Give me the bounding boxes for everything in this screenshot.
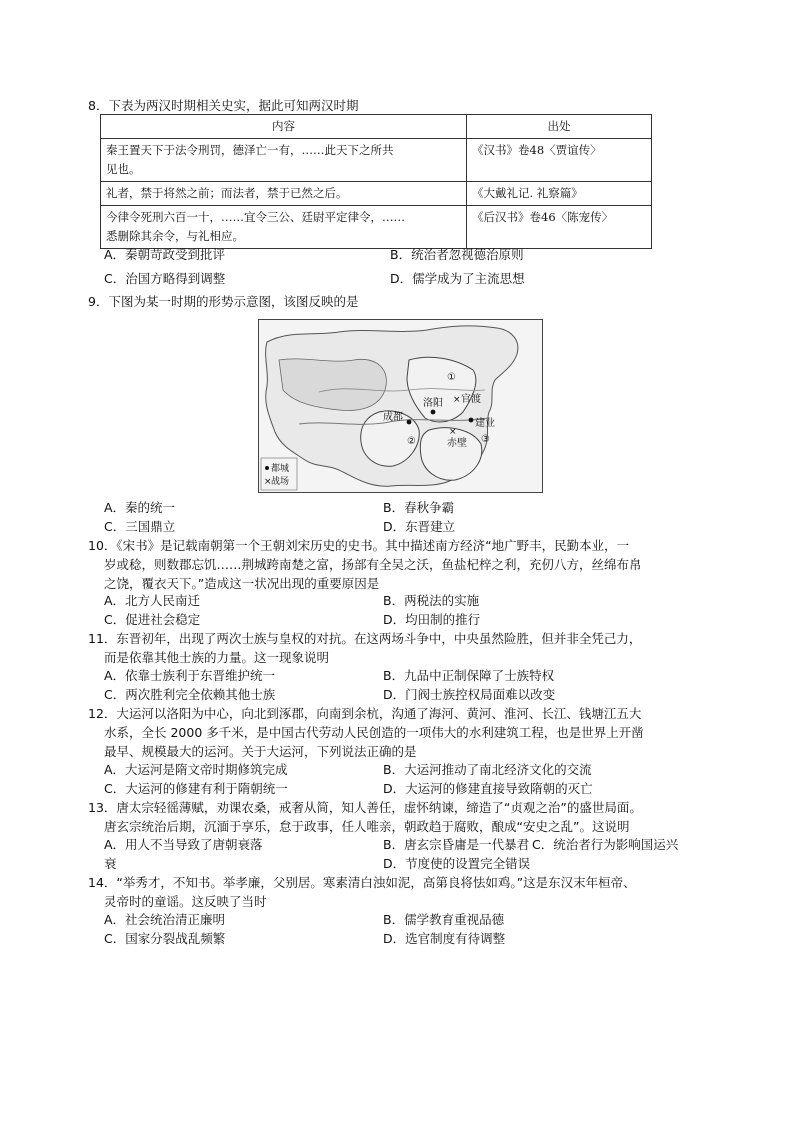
battle-marker: × [453, 395, 461, 405]
q11-option-c[interactable]: C．两次胜利完全依赖其他士族 [104, 687, 276, 702]
q8-stem: 8．下表为两汉时期相关史实，据此可知两汉时期 [88, 98, 359, 113]
cell-text: 见也。 [106, 162, 141, 176]
q14-option-d[interactable]: D．选官制度有待调整 [383, 931, 506, 946]
table-row [101, 182, 652, 206]
q8-source-table [100, 114, 652, 249]
city-label: 洛阳 [423, 398, 443, 409]
q10-option-c[interactable]: C．促进社会稳定 [104, 612, 201, 627]
q13-option-d[interactable]: D．节度使的设置完全错误 [383, 856, 531, 871]
q9-option-a[interactable]: A．秦的统一 [104, 500, 176, 515]
cell-text: 悉删除其余令，与礼相应。 [106, 229, 244, 243]
q10-stem-line: 岁或稔，则数郡忘饥……荆城跨南楚之富，扬部有全吴之沃，鱼盐杞梓之利，充仞八方，丝绵布帛 [104, 557, 642, 572]
q13-option-c[interactable]: C．统治者行为影响国运兴 [532, 837, 679, 852]
table-cell-source: 《汉书》卷48〈贾谊传〉 [467, 139, 652, 182]
q12-option-a[interactable]: A．大运河是隋文帝时期修筑完成 [104, 762, 288, 777]
table-header-content: 内容 [101, 115, 467, 139]
map-drawing [259, 320, 542, 492]
table-cell-content [101, 182, 467, 206]
cell-text: 礼者，禁于将然之前；而法者，禁于已然之后。 [106, 186, 348, 200]
legend-capital: 都城 [271, 464, 290, 474]
q10-option-d[interactable]: D．均田制的推行 [383, 612, 481, 627]
table-cell-content [101, 206, 467, 249]
battle-marker: × [449, 427, 457, 437]
q14-stem-line: 灵帝时的童谣。这反映了当时 [104, 894, 267, 909]
table-cell-source: 《后汉书》卷46〈陈宠传〉 [467, 206, 652, 249]
cell-text: 秦王置天下于法令刑罚，德泽亡一有，……此天下之所共 [106, 143, 394, 157]
table-row [101, 206, 652, 249]
legend-capital-icon [265, 466, 269, 470]
city-label: 成都 [383, 412, 403, 423]
q12-stem-line: 水系，全长 2000 多千米，是中国古代劳动人民创造的一项伟大的水利建筑工程，也是世界上开凿 [104, 725, 644, 740]
q12-option-c[interactable]: C．大运河的修建有利于隋朝统一 [104, 781, 288, 796]
q9-option-c[interactable]: C．三国鼎立 [104, 519, 176, 534]
q13-option-c-continued: 衰 [104, 856, 117, 871]
region-number: ① [447, 372, 456, 383]
q13-stem-line: 13．唐太宗轻徭薄赋，劝课农桑，戒奢从简，知人善任，虚怀纳谏，缔造了“贞观之治”的盛世局面。 [88, 800, 642, 815]
table-header-source: 出处 [467, 115, 652, 139]
capital-marker [431, 410, 436, 415]
q12-option-b[interactable]: B．大运河推动了南北经济文化的交流 [383, 762, 592, 777]
city-label: 官渡 [461, 394, 481, 405]
q14-option-a[interactable]: A．社会统治清正廉明 [104, 912, 226, 927]
q14-option-c[interactable]: C．国家分裂战乱频繁 [104, 931, 226, 946]
q13-option-a[interactable]: A．用人不当导致了唐朝衰落 [104, 837, 263, 852]
q8-option-b[interactable]: B．统治者忽视德治原则 [390, 247, 524, 262]
q8-option-c[interactable]: C．治国方略得到调整 [104, 271, 226, 286]
q10-stem-line: 之饶，覆衣天下。”造成这一状况出现的重要原因是 [104, 576, 380, 591]
q10-stem-line: 10．《宋书》是记载南朝第一个王朝刘宋历史的史书。其中描述南方经济“地广野丰，民勤本业，一 [88, 538, 630, 553]
q8-option-d[interactable]: D．儒学成为了主流思想 [390, 271, 525, 286]
three-kingdoms-map [258, 319, 543, 493]
q9-option-d[interactable]: D．东晋建立 [383, 519, 456, 534]
capital-marker [469, 418, 474, 423]
q11-option-a[interactable]: A．依靠士族利于东晋维护统一 [104, 668, 276, 683]
q13-option-b[interactable]: B．唐玄宗昏庸是一代暴君 [383, 837, 530, 852]
cell-text: 今律令死刑六百一十，……宜令三公、廷尉平定律令，…… [106, 210, 405, 224]
q14-option-b[interactable]: B．儒学教育重视品德 [383, 912, 505, 927]
table-header-row [101, 115, 652, 139]
q9-option-b[interactable]: B．春秋争霸 [383, 500, 455, 515]
q10-option-b[interactable]: B．两税法的实施 [383, 593, 480, 608]
table-cell-content [101, 139, 467, 182]
capital-marker [407, 420, 412, 425]
q11-stem-line: 11．东晋初年，出现了两次士族与皇权的对抗。在这两场斗争中，中央虽然险胜，但并非全凭己力， [88, 631, 642, 646]
q11-stem-line: 而是依靠其他士族的力量。这一现象说明 [104, 650, 330, 665]
table-cell-source: 《大戴礼记. 礼察篇》 [467, 182, 652, 206]
legend-battle-icon: × [264, 477, 272, 487]
q11-option-d[interactable]: D．门阀士族控权局面难以改变 [383, 687, 556, 702]
region-number: ② [407, 436, 416, 447]
city-label: 建业 [475, 418, 495, 429]
q11-option-b[interactable]: B．九品中正制保障了士族特权 [383, 668, 555, 683]
city-label: 赤壁 [447, 438, 467, 449]
q12-stem-line: 最早、规模最大的运河。关于大运河，下列说法正确的是 [104, 744, 417, 759]
q9-stem: 9．下图为某一时期的形势示意图，该图反映的是 [88, 294, 359, 309]
q14-stem-line: 14．“举秀才，不知书。举孝廉，父别居。寒素清白浊如泥，高第良将怯如鸡。”这是东汉末年桓帝、 [88, 875, 636, 890]
legend-battle: 战场 [271, 477, 290, 487]
table-row [101, 139, 652, 182]
q10-option-a[interactable]: A．北方人民南迁 [104, 593, 201, 608]
q8-option-a[interactable]: A．秦朝苛政受到批评 [104, 247, 226, 262]
region-number: ③ [481, 434, 490, 445]
q13-stem-line: 唐玄宗统治后期，沉湎于享乐，怠于政事，任人唯亲，朝政趋于腐败，酿成“安史之乱”。这说明 [104, 819, 630, 834]
q12-option-d[interactable]: D．大运河的修建直接导致隋朝的灭亡 [383, 781, 593, 796]
q12-stem-line: 12．大运河以洛阳为中心，向北到涿郡，向南到余杭，沟通了海河、黄河、淮河、长江、钱塘江五大 [88, 706, 642, 721]
